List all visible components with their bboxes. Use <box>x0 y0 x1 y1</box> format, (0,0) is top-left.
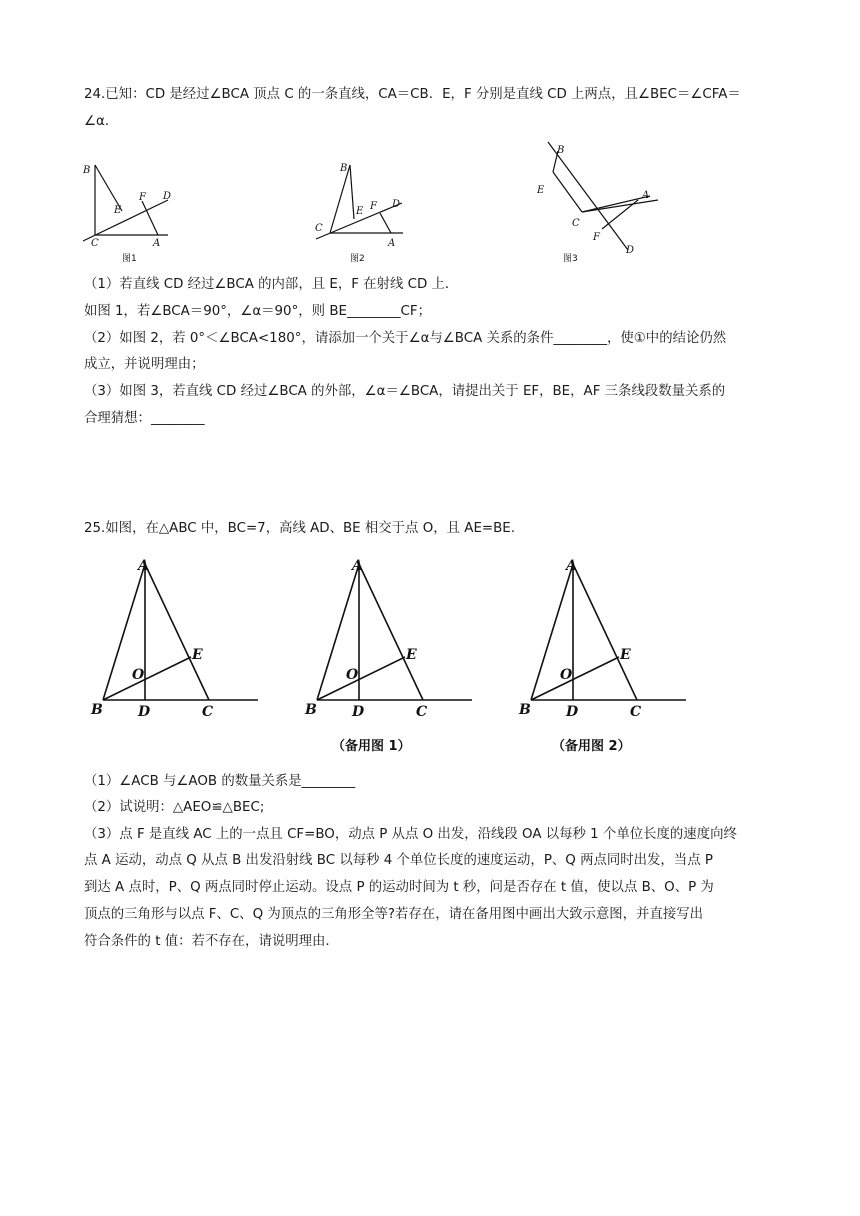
q25-part1: （1）∠ACB 与∠AOB 的数量关系是________ <box>84 774 356 789</box>
q24-fig1-label-A: A <box>153 238 161 249</box>
q24-fig1-label-E: E <box>114 205 122 216</box>
q24-fig3-label-D: D <box>626 245 635 256</box>
q25-fig-label-D: D <box>138 704 151 720</box>
q25-fig-label-A: A <box>138 558 149 574</box>
q24-part2-line1: （2）如图 2，若 0°＜∠BCA<180°，请添加一个关于∠α与∠BCA 关系的条件________，使①中的结论仍然 <box>84 331 727 346</box>
q24-fig1-caption: 图1 <box>122 254 137 264</box>
q24-fig2-label-F: F <box>370 201 377 212</box>
q25-backup1-caption: （备用图 1） <box>332 739 411 754</box>
q25-figure-backup-1 <box>302 552 482 757</box>
q24-fig3-label-F: F <box>593 232 600 243</box>
q24-fig2-label-A: A <box>388 238 396 249</box>
q24-fig1-label-C: C <box>91 238 99 249</box>
q24-fig2-label-B: B <box>340 163 348 174</box>
q25-backup2-label-C: C <box>630 704 642 720</box>
q24-fig3-caption: 图3 <box>563 254 578 264</box>
q25-fig-label-C: C <box>202 704 214 720</box>
q24-fig1-label-D: D <box>163 191 172 202</box>
q24-fig1-label-B: B <box>83 165 91 176</box>
q24-part3-line2: 合理猜想：________ <box>84 411 205 426</box>
q24-fig2-label-E: E <box>356 206 364 217</box>
q25-figure-backup-2 <box>516 552 696 757</box>
q25-backup1-label-B: B <box>305 702 317 718</box>
q25-backup1-label-C: C <box>416 704 428 720</box>
q25-fig-label-O: O <box>132 667 145 683</box>
q25-part3-line5: 符合条件的 t 值：若不存在，请说明理由. <box>84 934 330 949</box>
q25-backup2-label-O: O <box>560 667 573 683</box>
q25-fig-label-E: E <box>192 647 203 663</box>
q25-stem: 25.如图，在△ABC 中，BC=7，高线 AD、BE 相交于点 O，且 AE=BE. <box>84 521 516 536</box>
q25-backup1-label-O: O <box>346 667 359 683</box>
q24-fig3-label-B: B <box>557 145 565 156</box>
q24-figure-3 <box>530 138 670 268</box>
q24-fig1-label-F: F <box>139 192 146 203</box>
q24-figure-1 <box>78 155 178 270</box>
q25-part2: （2）试说明：△AEO≌△BEC; <box>84 800 265 815</box>
q25-fig-label-B: B <box>91 702 103 718</box>
q25-backup2-caption: （备用图 2） <box>552 739 631 754</box>
q25-part3-line4: 顶点的三角形与以点 F、C、Q 为顶点的三角形全等?若存在，请在备用图中画出大致示意图，并直接写出 <box>84 907 704 922</box>
q24-part1-line1: （1）若直线 CD 经过∠BCA 的内部，且 E，F 在射线 CD 上． <box>84 277 459 292</box>
q25-part3-line3: 到达 A 点时，P、Q 两点同时停止运动。设点 P 的运动时间为 t 秒，问是否存在 t 值，使以点 B、O、P 为 <box>84 880 714 895</box>
q25-backup2-label-E: E <box>620 647 631 663</box>
q24-fig2-label-C: C <box>315 223 323 234</box>
q24-stem-line2: ∠α． <box>84 114 119 129</box>
q25-part3-line1: （3）点 F 是直线 AC 上的一点且 CF=BO，动点 P 从点 O 出发，沿线段 OA 以每秒 1 个单位长度的速度向终 <box>84 827 737 842</box>
q25-backup2-label-B: B <box>519 702 531 718</box>
q24-fig3-label-A: A <box>642 190 650 201</box>
q24-fig3-label-C: C <box>572 218 580 229</box>
q25-figure-main <box>88 552 268 722</box>
q24-figure-2 <box>308 155 418 270</box>
q24-stem-line1: 24.已知：CD 是经过∠BCA 顶点 C 的一条直线，CA＝CB．E，F 分别是直线 CD 上两点，且∠BEC＝∠CFA＝ <box>84 87 741 102</box>
q25-part3-line2: 点 A 运动，动点 Q 从点 B 出发沿射线 BC 以每秒 4 个单位长度的速度运动，P、Q 两点同时出发，当点 P <box>84 853 713 868</box>
q25-backup2-label-A: A <box>566 558 577 574</box>
q24-fig3-label-E: E <box>537 185 545 196</box>
q24-fig2-caption: 图2 <box>350 254 365 264</box>
q25-backup1-label-E: E <box>406 647 417 663</box>
q25-backup1-label-A: A <box>352 558 363 574</box>
q24-fig2-label-D: D <box>392 199 401 210</box>
q25-backup1-label-D: D <box>352 704 365 720</box>
q24-part2-line2: 成立，并说明理由； <box>84 357 205 372</box>
q25-backup2-label-D: D <box>566 704 579 720</box>
q24-part1-line2: 如图 1，若∠BCA＝90°，∠α＝90°，则 BE________CF； <box>84 304 431 319</box>
q24-part3-line1: （3）如图 3，若直线 CD 经过∠BCA 的外部，∠α＝∠BCA，请提出关于 EF，BE，AF 三条线段数量关系的 <box>84 384 726 399</box>
